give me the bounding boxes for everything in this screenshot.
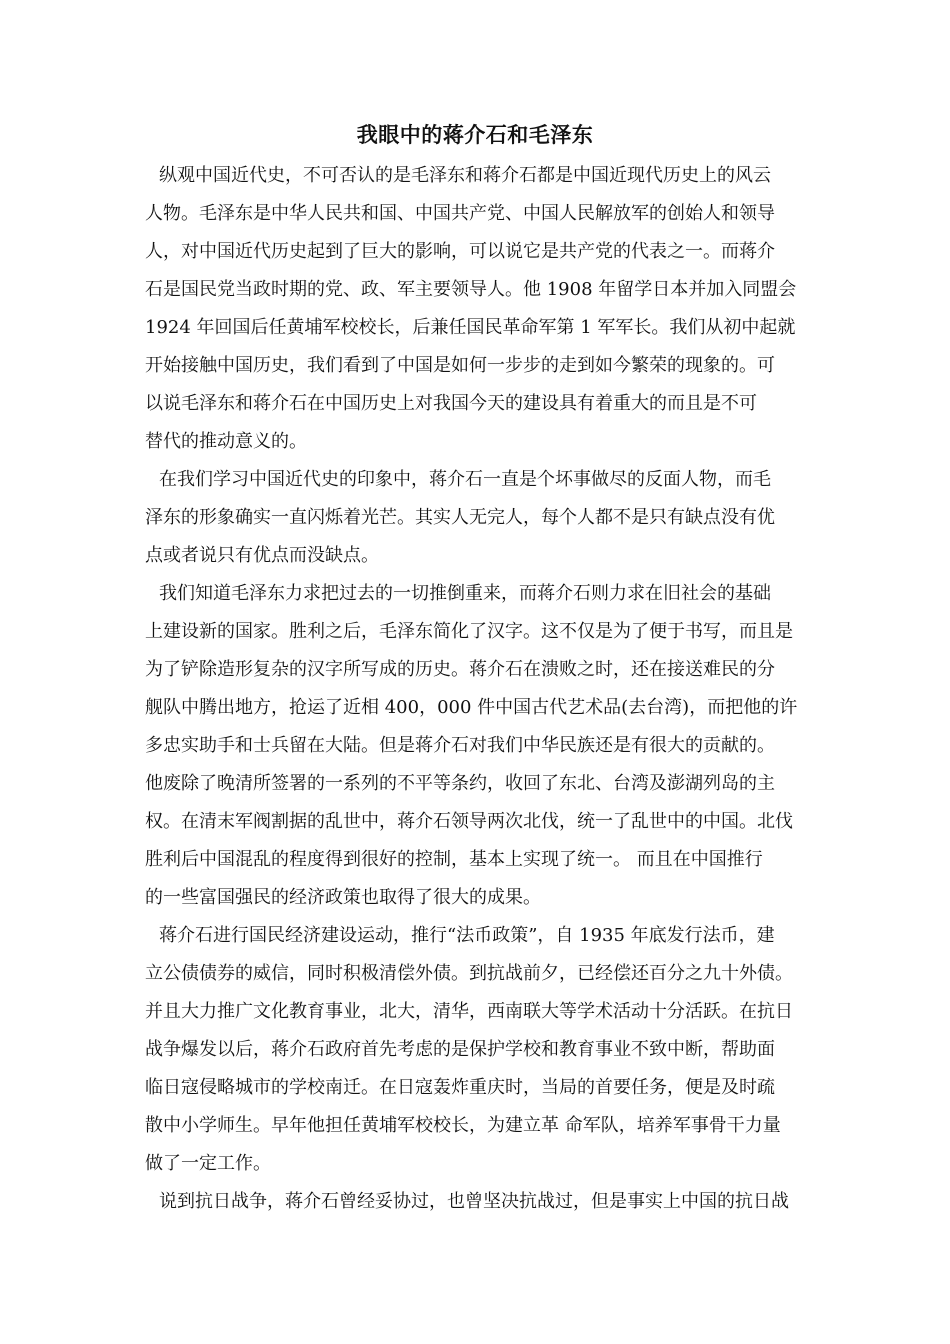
text-line: 临日寇侵略城市的学校南迁。在日寇轰炸重庆时，当局的首要任务，便是及时疏 [145, 1077, 775, 1098]
text-line: 蒋介石进行国民经济建设运动，推行“法币政策”，自 1935 年底发行法币，建 [159, 925, 775, 946]
text-line: 权。在清末军阀割据的乱世中，蒋介石领导两次北伐，统一了乱世中的中国。北伐 [145, 811, 793, 832]
text-line: 1924 年回国后任黄埔军校校长，后兼任国民革命军第 1 军军长。我们从初中起就 [145, 317, 796, 338]
text-line: 散中小学师生。早年他担任黄埔军校校长，为建立革 命军队，培养军事骨干力量 [145, 1115, 781, 1136]
text-line: 做了一定工作。 [145, 1153, 271, 1174]
text-line: 开始接触中国历史，我们看到了中国是如何一步步的走到如今繁荣的现象的。可 [145, 355, 775, 376]
text-line: 我们知道毛泽东力求把过去的一切推倒重来，而蒋介石则力求在旧社会的基础 [159, 583, 771, 604]
text-line: 纵观中国近代史，不可否认的是毛泽东和蒋介石都是中国近现代历史上的风云 [159, 165, 771, 186]
text-line: 为了铲除造形复杂的汉字所写成的历史。蒋介石在溃败之时，还在接送难民的分 [145, 659, 775, 680]
text-line: 立公债债券的威信，同时积极清偿外债。到抗战前夕，已经偿还百分之九十外债。 [145, 963, 793, 984]
text-line: 多忠实助手和士兵留在大陆。但是蒋介石对我们中华民族还是有很大的贡献的。 [145, 735, 775, 756]
text-line: 战争爆发以后，蒋介石政府首先考虑的是保护学校和教育事业不致中断，帮助面 [145, 1039, 775, 1060]
text-line: 的一些富国强民的经济政策也取得了很大的成果。 [145, 887, 541, 908]
text-line: 替代的推动意义的。 [145, 431, 307, 452]
article-body [145, 157, 810, 1221]
text-line: 泽东的形象确实一直闪烁着光芒。其实人无完人，每个人都不是只有缺点没有优 [145, 507, 775, 528]
text-line: 石是国民党当政时期的党、政、军主要领导人。他 1908 年留学日本并加入同盟会 [145, 279, 797, 300]
text-line: 并且大力推广文化教育事业，北大，清华，西南联大等学术活动十分活跃。在抗日 [145, 1001, 793, 1022]
text-line: 以说毛泽东和蒋介石在中国历史上对我国今天的建设具有着重大的而且是不可 [145, 393, 757, 414]
text-line: 他废除了晚清所签署的一系列的不平等条约，收回了东北、台湾及澎湖列岛的主 [145, 773, 775, 794]
text-line: 上建设新的国家。胜利之后，毛泽东简化了汉字。这不仅是为了便于书写，而且是 [145, 621, 793, 642]
text-line: 在我们学习中国近代史的印象中，蒋介石一直是个坏事做尽的反面人物，而毛 [159, 469, 771, 490]
text-line: 胜利后中国混乱的程度得到很好的控制，基本上实现了统一。 而且在中国推行 [145, 849, 763, 870]
text-line: 人物。毛泽东是中华人民共和国、中国共产党、中国人民解放军的创始人和领导 [145, 203, 775, 224]
text-line: 点或者说只有优点而没缺点。 [145, 545, 379, 566]
text-line: 人，对中国近代历史起到了巨大的影响，可以说它是共产党的代表之一。而蒋介 [145, 241, 775, 262]
page-title: 我眼中的蒋介石和毛泽东 [356, 122, 594, 147]
text-line: 说到抗日战争，蒋介石曾经妥协过，也曾坚决抗战过，但是事实上中国的抗日战 [159, 1191, 789, 1212]
text-line: 舰队中腾出地方，抢运了近相 400，000 件中国古代艺术品(去台湾)，而把他的许 [145, 697, 798, 718]
